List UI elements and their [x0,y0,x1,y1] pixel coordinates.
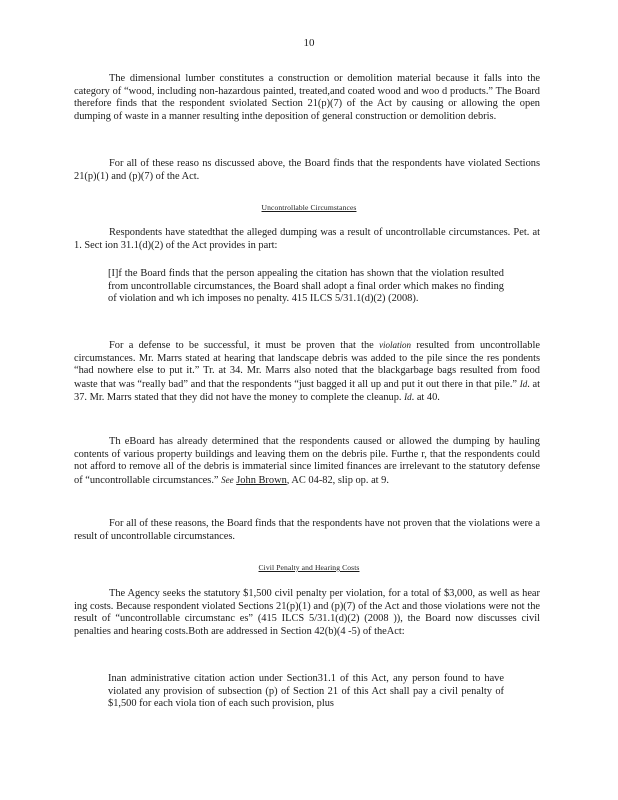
paragraph-board-text-b: , AC 04-82, slip op. at 9. [286,474,389,486]
id-citation-2: Id [404,392,412,403]
paragraph-board-text-a: Th eBoard has already determined that the respondents caused or allowed the dumping by hauling contents of various property buildings and leaving them on the debris pile. Furthe r, that the respondents could not afford to remove all of the debris is immaterial since limited finances are irrelevant to the statutory defense of “uncontrollable circumstances.” [74,436,540,486]
heading-uncontrollable-circumstances: Uncontrollable Circumstances [261,203,357,212]
case-name-john-brown: John Brown [236,474,287,486]
see-signal: See [221,474,234,485]
violation-italic: violation [379,340,412,350]
paragraph-board-determined [74,436,540,487]
page-number: 10 [303,37,315,49]
paragraph-violations-found: For all of these reaso ns discussed above, the Board finds that the respondents have violated Sections 21(p)(1) and (p)(7) of the Act. [74,158,540,182]
paragraph-defense-text-b: resulted from uncontrollable circumstances. Mr. Marrs stated at hearing that landscape debris was added to the pile since the res pondents “had nowhere else to put it.” Tr. at 34. Mr. Marrs also noted that the blackgarbage bags resulted from food waste that was “really bad” and that the respondents “just bagged it all up and put it out there in that pile.” [74,340,540,390]
block-quote-section-31: [I]f the Board finds that the person appealing the citation has shown that the violation resulted from uncontrollable circumstances, the Board shall adopt a final order which makes no finding of violation and wh ich imposes no penalty. 415 ILCS 5/31.1(d)(2) (2008). [108,268,504,305]
paragraph-respondents-stated: Respondents have statedthat the alleged dumping was a result of uncontrollable circumstances. Pet. at 1. Sect ion 31.1(d)(2) of the Act provides in part: [74,227,540,251]
paragraph-agency-seeks: The Agency seeks the statutory $1,500 civil penalty per violation, for a total of $3,000, as well as hear ing costs. Because respondent violated Sections 21(p)(1) and (p)(7) of the Act and those violations were not the result of “uncontrollable circumstanc es” (415 ILCS 5/31.1(d)(2) (2008 )), the Board now discusses civil penalties and hearing costs.Both are addressed in Section 42(b)(4 -5) of theAct: [74,588,540,637]
block-quote-section-42: Inan administrative citation action under Section31.1 of this Act, any person found to have violated any provision of subsection (p) of Section 21 of this Act shall pay a civil penalty of $1,500 for each viola tion of each such provision, plus [108,673,504,710]
paragraph-defense-text-c: . at 37. Mr. Marrs stated that they did not have the money to complete the cleanup. [74,378,540,404]
paragraph-defense-text-d: . at 40. [411,392,440,404]
paragraph-defense-text-a: For a defense to be successful, it must be proven that the [109,340,374,351]
heading-civil-penalty-hearing-costs: Civil Penalty and Hearing Costs [258,563,360,572]
paragraph-lumber: The dimensional lumber constitutes a construction or demolition material because it falls into the category of “wood, including non-hazardous painted, treated,and coated wood and woo d products.” The Board therefore finds that the respondent sviolated Section 21(p)(7) of the Act by causing or allowing the open dumping of waste in a manner resulting inthe deposition of general construction or demolition debris. [74,73,540,122]
paragraph-defense [74,339,540,405]
id-citation-1: Id [519,378,528,389]
paragraph-not-proven: For all of these reasons, the Board finds that the respondents have not proven that the violations were a result of uncontrollable circumstances. [74,518,540,542]
